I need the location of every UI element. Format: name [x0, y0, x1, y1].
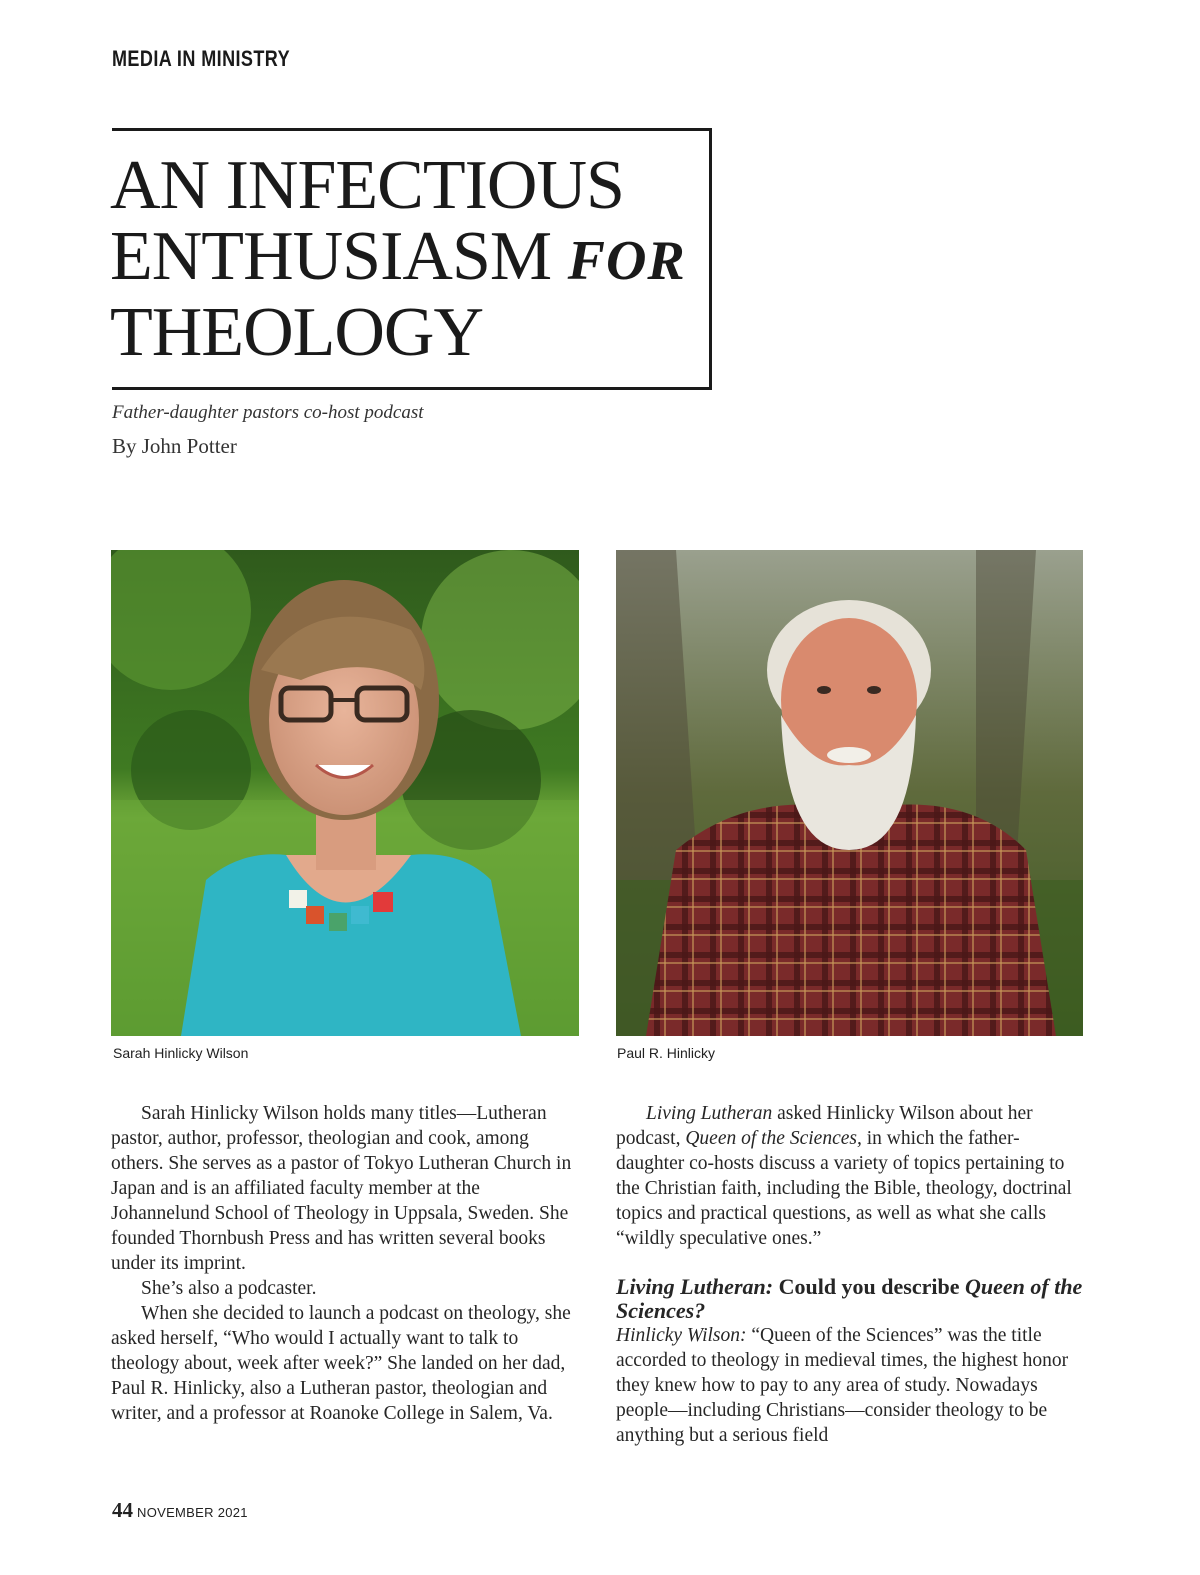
interview-question: [616, 1275, 1084, 1323]
portrait-illustration-left: [111, 550, 579, 1036]
answer-speaker: Hinlicky Wilson:: [616, 1325, 747, 1346]
intro-text-b: in which the father-daughter co-hosts discuss a variety of topics pertaining to the Christian faith, including the Bible, theology, doctrinal topics and practical questions, as well as what she calls “wildly speculative ones.”: [616, 1128, 1072, 1249]
intro-text-a: asked Hinlicky Wilson about her podcast,: [616, 1103, 1033, 1149]
photo-paul-r-hinlicky: [616, 550, 1083, 1036]
headline-line-3: THEOLOGY: [110, 294, 484, 371]
publication-name: Living Lutheran: [646, 1103, 773, 1124]
deck: Father-daughter pastors co-host podcast: [112, 402, 424, 423]
portrait-illustration-right: [616, 550, 1083, 1036]
photo-sarah-hinlicky-wilson: [111, 550, 579, 1036]
folio: [112, 1498, 248, 1523]
headline-line-1: AN INFECTIOUS: [110, 147, 624, 224]
question-speaker: Living Lutheran:: [616, 1274, 774, 1299]
body-paragraph: She’s also a podcaster.: [141, 1278, 317, 1299]
body-column-left: [111, 1101, 579, 1426]
body-paragraph: When she decided to launch a podcast on theology, she asked herself, “Who would I actually want to talk to theology about, week after week?” She landed on her dad, Paul R. Hinlicky, also a Lutheran pastor, theologian and writer, and a professor at Roanoke College in Salem, Va.: [111, 1303, 571, 1424]
podcast-name: Queen of the Sciences,: [685, 1128, 862, 1149]
photo-caption-right: Paul R. Hinlicky: [617, 1045, 716, 1061]
headline-line-2: [110, 218, 710, 297]
headline-for: FOR: [567, 230, 686, 292]
headline-line-2-text: ENTHUSIASM: [110, 218, 552, 295]
issue-date: NOVEMBER 2021: [137, 1505, 248, 1520]
interview-answer: [616, 1323, 1084, 1448]
page-number: 44: [112, 1498, 133, 1522]
body-paragraph-intro: [616, 1101, 1084, 1251]
byline: By John Potter: [112, 434, 237, 458]
question-text: Could you describe: [773, 1274, 965, 1299]
body-paragraph: Sarah Hinlicky Wilson holds many titles—Lutheran pastor, author, professor, theologian and cook, among others. She serves as a pastor of Tokyo Lutheran Church in Japan and is an affiliated faculty member at the Johannelund School of Theology in Uppsala, Sweden. She founded Thornbush Press and has written several books under its imprint.: [111, 1103, 572, 1274]
headline: [110, 147, 710, 371]
body-column-right: [616, 1101, 1084, 1448]
section-label: MEDIA IN MINISTRY: [112, 46, 291, 71]
answer-text: “Queen of the Sciences” was the title accorded to theology in medieval times, the highest honor they knew how to pay to any area of study. Nowadays people—including Christians—consider theology to be anything but a serious field: [616, 1325, 1069, 1446]
question-podcast-name: Queen of the Sciences?: [616, 1274, 1083, 1323]
photo-caption-left: Sarah Hinlicky Wilson: [113, 1045, 249, 1061]
